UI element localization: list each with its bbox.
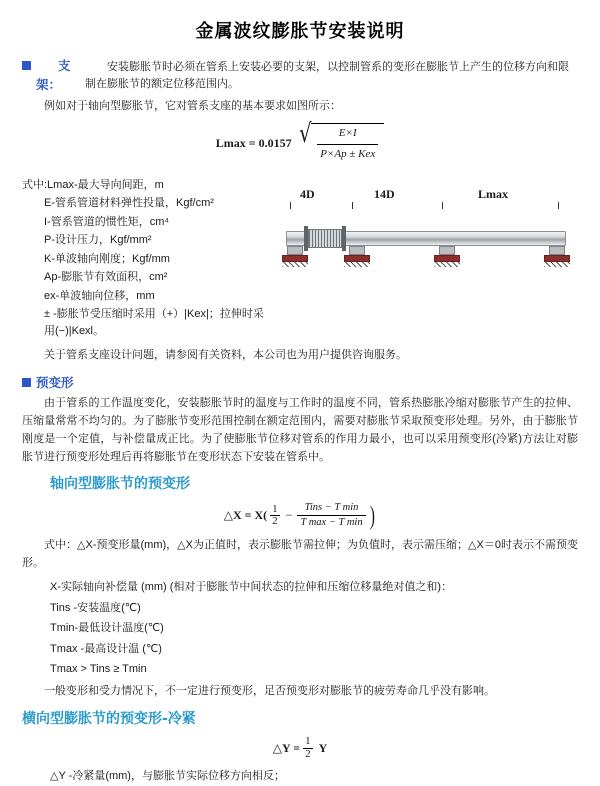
formula-axial-predeform [22,502,578,529]
formula-axial-rparen: ) [369,500,375,530]
blue-square-bullet-icon [22,61,31,70]
support-block [287,246,303,255]
diagram-column [280,173,578,295]
section-bracket-intro: 安装膨胀节时必须在管系上安装必要的支架，以控制管系的变形在膨胀节上产生的位移方向和限制在膨胀节的额定位移范围内。 [84,60,569,90]
dim-tick-icon [290,202,291,209]
formula-lmax-numerator: E×I [317,125,378,144]
formula-axial-ratio-den: T max − T min [300,517,363,529]
formula-axial-minus: − [285,508,293,523]
axial-var-item: Tmin-最低设计温度(℃) [50,622,164,635]
support-block [439,246,455,255]
formula-axial-lhs: △X = X( [223,508,268,523]
subsection-axial-title: 轴向型膨胀节的预变形 [50,476,190,493]
support-base [344,255,370,262]
blue-square-bullet-icon [22,378,31,387]
formula-lateral-coldspring [22,736,578,760]
formula-lateral-lhs: △Y = [272,741,301,756]
axial-var-item: Tmax > Tins ≥ Tmin [50,663,147,676]
support-block [549,246,565,255]
section-bracket-heading [22,56,578,95]
formula-axial-half-num: 1 [272,502,278,515]
formula-lmax [22,119,578,162]
pipe-support-guide [434,246,460,265]
axial-note: 式中：△X-预变形量(mm)，△X为正值时，表示膨胀节需拉伸；为负值时，表示需压缩；△X＝0时表示不需预变形。 [22,539,578,570]
section-predeform-heading [22,373,578,392]
support-base [282,255,308,262]
definition-item: ex-单波轴向位移，mm [44,289,155,302]
formula-axial-half-den: 2 [272,515,278,528]
pipe-assembly [282,209,572,279]
axial-var-item: X-实际轴向补偿量 (mm) (相对于膨胀节中间状态的拉伸和压缩位移量绝对值之和)： [50,580,453,593]
definitions-and-diagram [22,173,578,342]
formula-lateral-half-num: 1 [305,735,311,748]
section-predeform-body: 由于管系的工作温度变化，安装膨胀节时的温度与工作时的温度不同，管系热膨胀冷缩对膨胀节产生的拉伸、压缩量常常不均匀的。为了膨胀节变形范围控制在额定范围内，需要对膨胀节采取预变形处理。另外，由于膨胀节刚度是一个定值，与补偿量成正比。为了使膨胀节位移对管系的作用力最小，也可以采用预变形(冷紧)方法让对膨胀节进行预变形处理后再将膨胀节在变形状态下安装在管系中。 [22,397,578,463]
definition-item: P-设计压力，Kgf/mm² [44,234,152,247]
definitions-list [22,177,274,342]
support-base [434,255,460,262]
support-hatch-icon [434,262,460,267]
diagram-label-lmax: Lmax [478,186,508,201]
definition-item: K-单波轴向刚度；Kgf/mm [44,252,170,265]
dim-tick-icon [352,202,353,209]
support-hatch-icon [344,262,370,267]
definition-item: I-管系管道的惯性矩，cm⁴ [44,215,170,228]
formula-lateral-half-den: 2 [305,747,311,760]
formula-axial-half [270,504,280,528]
axial-var-item: Tins -安装温度(℃) [50,601,141,614]
formula-lmax-sqrt [297,119,385,162]
bellows-expansion-joint-icon [308,229,342,248]
dim-tick-icon [558,202,559,209]
definition-item: ± -膨胀节受压缩时采用（+）|Kex|；拉伸时采用(−)|Kexl。 [44,308,264,337]
page-title: 金属波纹膨胀节安装说明 [195,21,405,42]
diagram-label-14d: 14D [374,186,395,201]
subsection-lateral-title: 横向型膨胀节的预变形-冷紧 [22,710,196,727]
formula-lmax-lhs: Lmax = 0.0157 [215,135,292,150]
definition-item: Ap-膨胀节有效面积，cm² [44,271,168,284]
formula-axial-ratio-num: Tins − T min [297,502,365,516]
support-block [349,246,365,255]
diagram-dimension-labels [282,185,572,207]
dim-tick-icon [442,202,443,209]
axial-footer-note: 一般变形和受力情况下，不一定进行预变形，足否预变形对膨胀节的疲劳寿命几乎没有影响。 [44,684,495,697]
lateral-note: △Y -冷紧量(mm)，与膨胀节实际位移方向相反； [50,770,285,783]
pipe-support-diagram [282,185,572,295]
support-base [544,255,570,262]
formula-axial-ratio [297,502,365,529]
formula-lmax-denominator: P×Ap ± Kex [320,147,376,160]
formula-lateral-rhs: Y [318,741,328,756]
section-bracket-example: 例如对于轴向型膨胀节，它对管系支座的基本要求如图所示： [44,99,341,112]
pipe-support-anchor [282,246,308,265]
pipe-support-anchor [544,246,570,265]
pipe-support-guide [344,246,370,265]
consult-note: 关于管系支座设计问题，请参阅有关资料，本公司也为用户提供咨询服务。 [44,349,407,362]
support-hatch-icon [544,262,570,267]
support-hatch-icon [282,262,308,267]
diagram-label-4d: 4D [300,186,315,201]
axial-var-item: Tmax -最高设计温 (℃) [50,642,162,655]
definition-item: E-管系管道材料弹性投量，Kgf/cm² [44,197,214,210]
radical-icon: √ [298,119,312,150]
definition-item: 式中:Lmax-最大导向间距，m [22,178,164,191]
section-bracket-title: 支架： [36,57,71,93]
formula-lateral-half [303,736,313,760]
section-predeform-title: 预变形 [36,374,74,390]
